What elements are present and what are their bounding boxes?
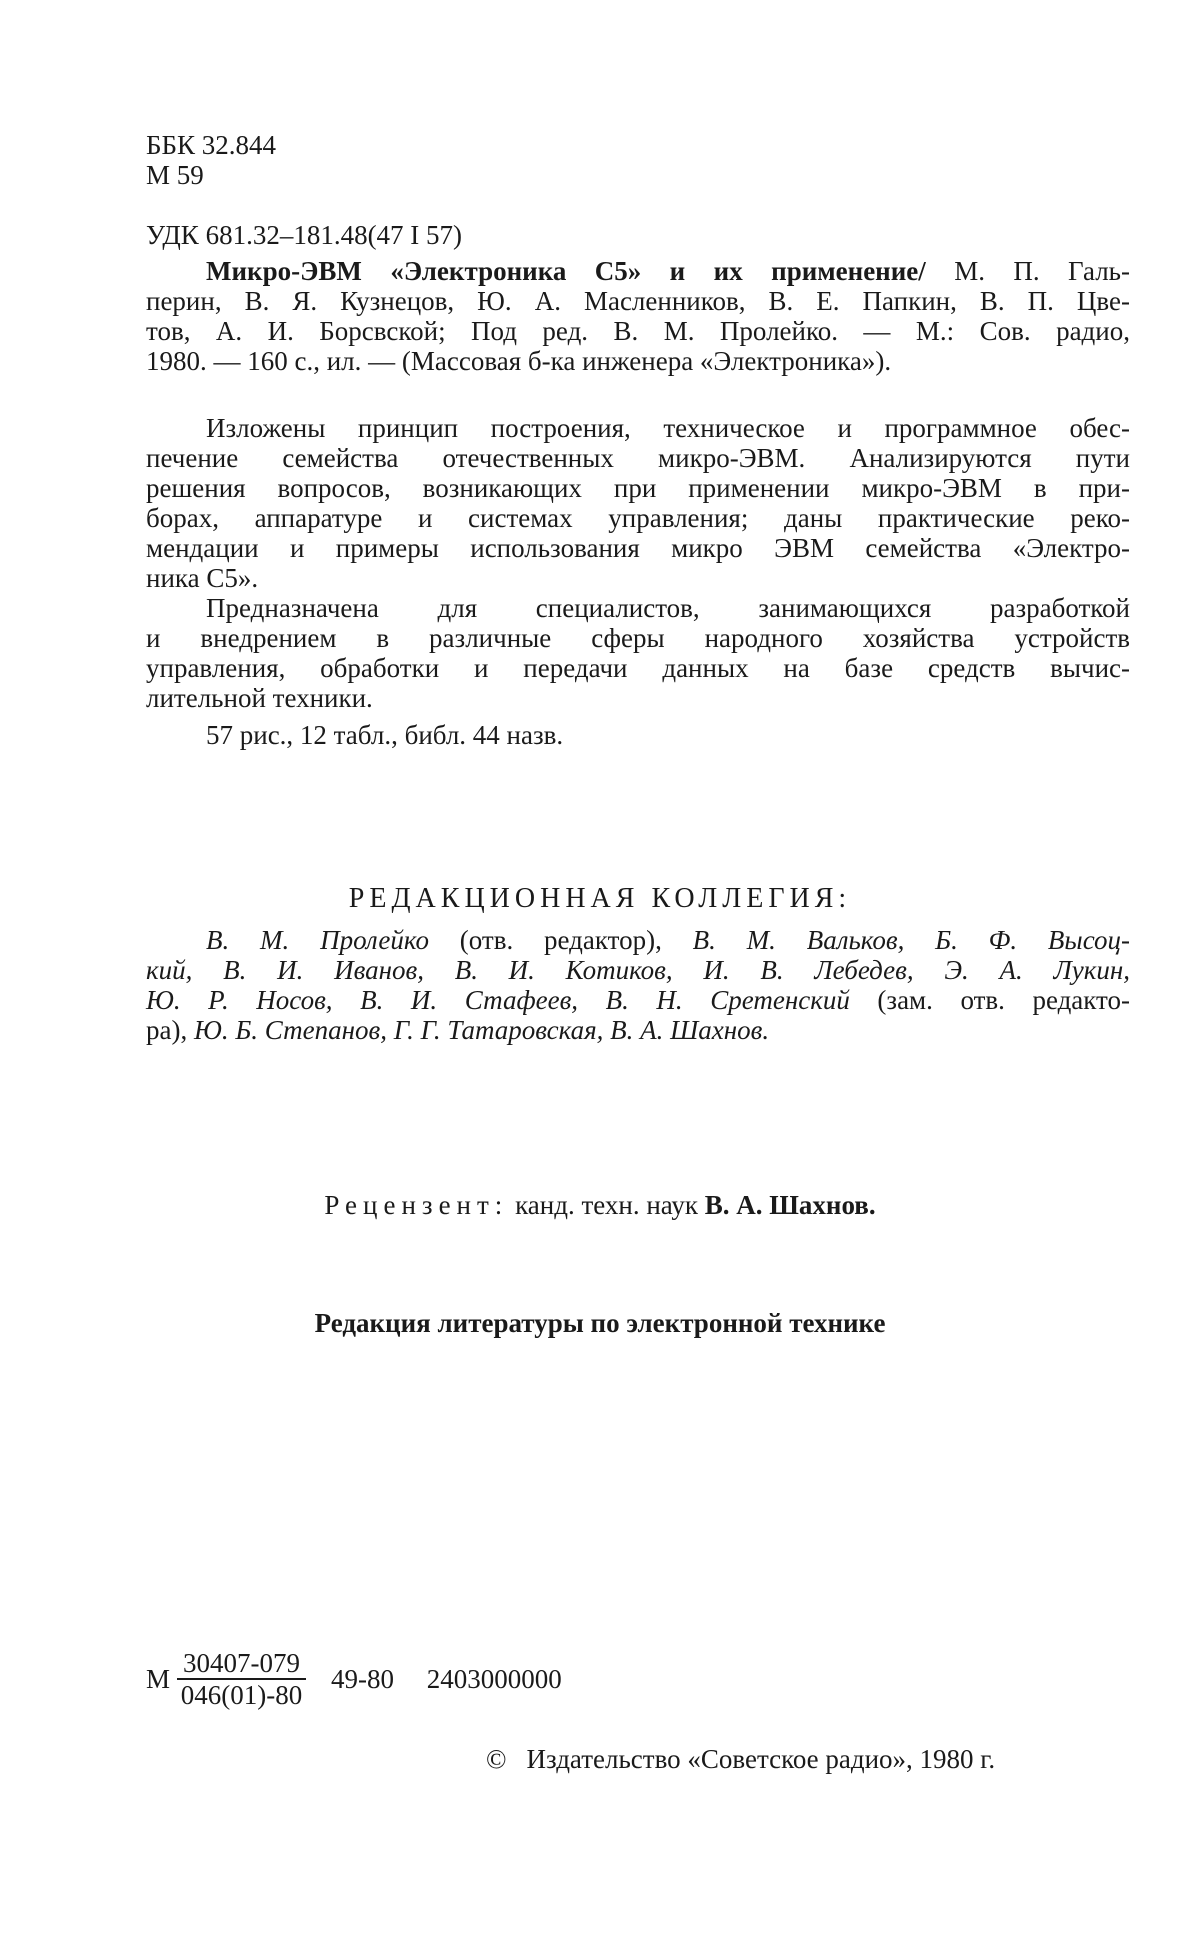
abstract-line: Изложены принцип построения, техническое и программное обес-: [206, 413, 1130, 443]
deputy-role-end: ра),: [146, 1015, 188, 1045]
chief-editor-role: (отв. редактор),: [459, 925, 662, 955]
price-code-2: 2403000000: [426, 1664, 562, 1694]
audience-line: и внедрением в различные сферы народного хозяйства устройств: [146, 623, 1130, 653]
audience-line: Предназначена для специалистов, занимающихся разработкой: [206, 593, 1130, 623]
reviewer-degree: канд. техн. наук: [515, 1190, 698, 1220]
editorial-board-heading: РЕДАКЦИОННАЯ КОЛЛЕГИЯ:: [348, 883, 852, 914]
abstract-line: решения вопросов, возникающих при применении микро-ЭВМ в при-: [146, 473, 1130, 503]
board-names-4: Ю. Б. Степанов, Г. Г. Татаровская, В. А. Шахнов.: [193, 1015, 770, 1045]
price-code-1: 49-80: [331, 1664, 394, 1694]
audience-line: лительной техники.: [146, 683, 373, 713]
authors-line-3: тов, А. И. Борсвской; Под ред. В. М. Пролейко. — М.: Сов. радио,: [146, 316, 1130, 346]
reviewer-name: В. А. Шахнов.: [704, 1190, 876, 1220]
authors-line-1: М. П. Галь-: [954, 256, 1130, 286]
abstract-line: ника С5».: [146, 563, 259, 593]
authors-line-4: 1980. — 160 с., ил. — (Массовая б-ка инженера «Электроника»).: [146, 346, 892, 376]
board-names-3: Ю. Р. Носов, В. И. Стафеев, В. Н. Сретенский: [146, 985, 850, 1015]
price-code: [146, 1648, 562, 1710]
bibliographic-record: [146, 256, 1130, 376]
audience-line: управления, обработки и передачи данных на базе средств вычис-: [146, 653, 1130, 683]
price-letter: М: [146, 1664, 171, 1694]
fraction-numerator: 30407-079: [177, 1648, 306, 1680]
abstract-line: мендации и примеры использования микро ЭВМ семейства «Электро-: [146, 533, 1130, 563]
abstract: [146, 413, 1130, 713]
copyright-text: Издательство «Советское радио», 1980 г.: [526, 1744, 996, 1774]
reviewer-line: [0, 1190, 1200, 1220]
board-names-1: В. М. Вальков, Б. Ф. Высоц-: [692, 925, 1131, 955]
abstract-line: борах, аппаратуре и системах управления; даны практические реко-: [146, 503, 1130, 533]
copyright-symbol: ©: [486, 1744, 507, 1774]
catalog-code: М 59: [146, 160, 204, 190]
edition-line: Редакция литературы по электронной технике: [314, 1308, 886, 1338]
bbk-code: ББК 32.844: [146, 130, 277, 160]
stats-line: 57 рис., 12 табл., библ. 44 назв.: [206, 720, 564, 750]
udk-code: УДК 681.32–181.48(47 І 57): [146, 220, 463, 250]
copyright-line: [486, 1744, 995, 1774]
board-names-2: кий, В. И. Иванов, В. И. Котиков, И. В. Лебедев, Э. А. Лукин,: [146, 955, 1130, 985]
fraction-denominator: 046(01)-80: [180, 1680, 303, 1710]
abstract-line: печение семейства отечественных микро-ЭВМ. Анализируются пути: [146, 443, 1130, 473]
price-fraction: [177, 1648, 306, 1710]
authors-line-2: перин, В. Я. Кузнецов, Ю. А. Масленников, В. Е. Папкин, В. П. Цве-: [146, 286, 1130, 316]
deputy-role: (зам. отв. редакто-: [877, 985, 1130, 1015]
reviewer-label: Рецензент:: [324, 1190, 509, 1220]
editorial-board-members: [146, 925, 1130, 1045]
chief-editor: В. М. Пролейко: [206, 925, 429, 955]
book-title: Микро-ЭВМ «Электроника С5» и их применение/: [206, 256, 926, 286]
